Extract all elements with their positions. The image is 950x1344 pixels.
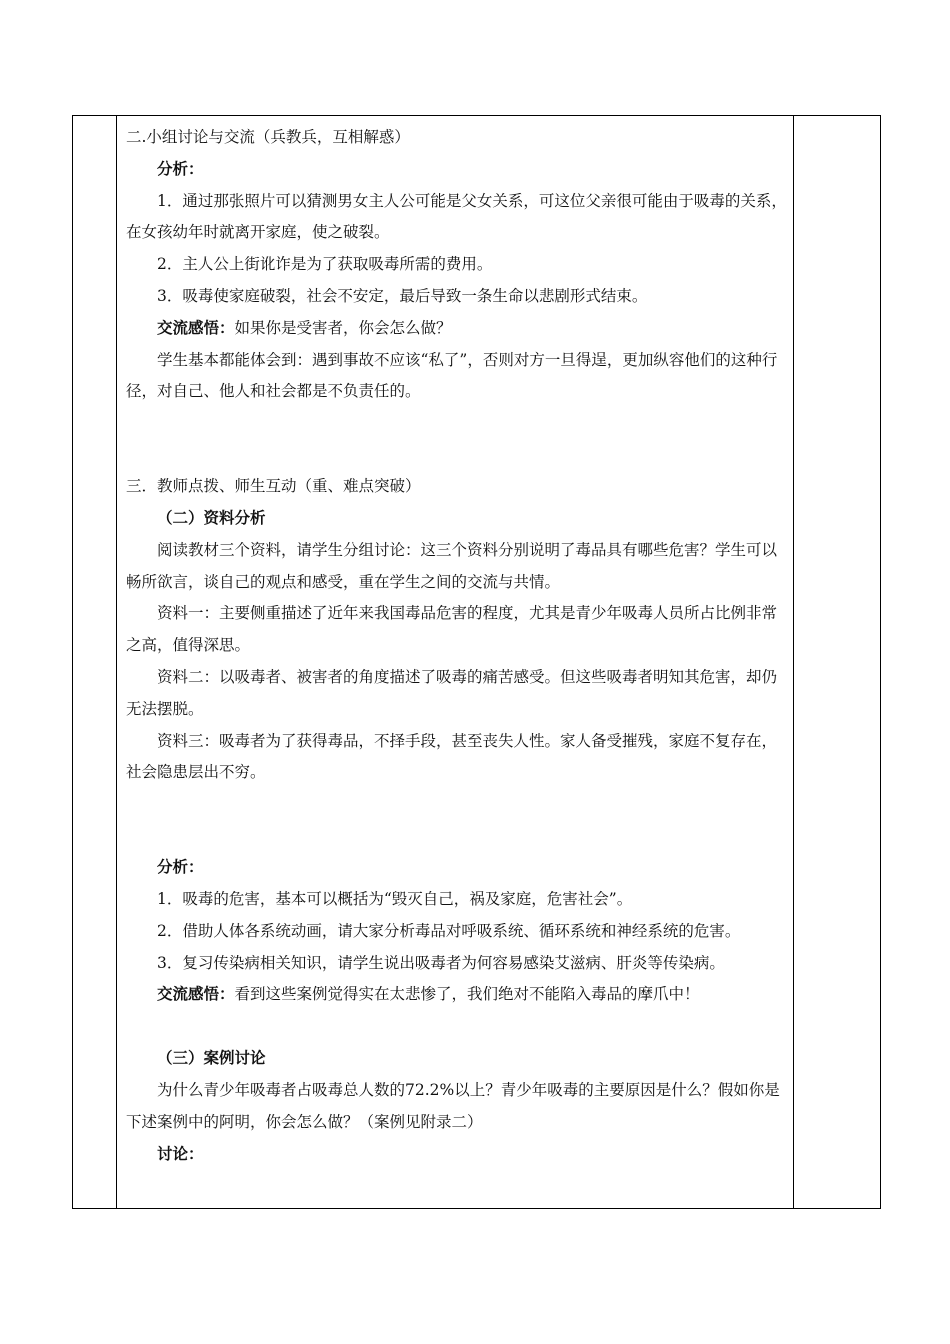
summary-paragraph: 学生基本都能体会到：遇到事故不应该“私了”，否则对方一旦得逞，更加纵容他们的这种行径，对自己、他人和社会都是不负责任的。 xyxy=(126,350,778,401)
analysis-item: 2．主人公上街讹诈是为了获取吸毒所需的费用。 xyxy=(157,255,493,274)
subsection-title: （二）资料分析 xyxy=(157,508,266,527)
case-paragraph: 为什么青少年吸毒者占吸毒总人数的72.2%以上？青少年吸毒的主要原因是什么？假如你是下述案例中的阿明，你会怎么做？（案例见附录二） xyxy=(126,1080,780,1131)
section-2-title: 二.小组讨论与交流（兵教兵，互相解惑） xyxy=(126,128,410,146)
section-3-title: 三．教师点拨、师生互动（重、难点突破） xyxy=(126,477,421,496)
material-paragraph: 资料一：主要侧重描述了近年来我国毒品危害的程度，尤其是青少年吸毒人员所占比例非常之高，值得深思。 xyxy=(126,604,778,655)
intro-paragraph: 阅读教材三个资料，请学生分组讨论：这三个资料分别说明了毒品具有哪些危害？学生可以畅所欲言，谈自己的观点和感受，重在学生之间的交流与共情。 xyxy=(126,540,778,591)
material-paragraph: 资料二：以吸毒者、被害者的角度描述了吸毒的痛苦感受。但这些吸毒者明知其危害，却仍无法摆脱。 xyxy=(126,667,778,718)
analysis-item: 3．复习传染病相关知识，请学生说出吸毒者为何容易感染艾滋病、肝炎等传染病。 xyxy=(157,953,725,972)
exchange-label: 交流感悟： xyxy=(157,318,235,337)
column-divider-left xyxy=(116,116,117,1208)
lesson-table xyxy=(72,115,881,1209)
discuss-label: 讨论： xyxy=(157,1144,204,1163)
exchange-text: 如果你是受害者，你会怎么做？ xyxy=(234,318,452,337)
material-paragraph: 资料三：吸毒者为了获得毒品，不择手段，甚至丧失人性。家人备受摧残，家庭不复存在，社会隐患层出不穷。 xyxy=(126,731,778,782)
column-divider-right xyxy=(793,116,794,1208)
analysis-item: 1．通过那张照片可以猜测男女主人公可能是父女关系，可这位父亲很可能由于吸毒的关系，在女孩幼年时就离开家庭，使之破裂。 xyxy=(126,191,787,242)
analysis-item: 2．借助人体各系统动画，请大家分析毒品对呼吸系统、循环系统和神经系统的危害。 xyxy=(157,921,741,940)
exchange-text: 看到这些案例觉得实在太悲惨了，我们绝对不能陷入毒品的摩爪中！ xyxy=(234,985,700,1004)
analysis-item: 1．吸毒的危害，基本可以概括为“毁灭自己，祸及家庭，危害社会”。 xyxy=(157,889,633,908)
subsection-title: （三）案例讨论 xyxy=(157,1049,266,1068)
exchange-paragraph xyxy=(126,313,791,345)
analysis-item: 3．吸毒使家庭破裂，社会不安定，最后导致一条生命以悲剧形式结束。 xyxy=(157,286,648,305)
analysis-label: 分析： xyxy=(157,858,204,877)
lesson-content xyxy=(126,122,791,1170)
exchange-label: 交流感悟： xyxy=(157,985,235,1004)
exchange-paragraph xyxy=(126,979,791,1011)
analysis-label: 分析： xyxy=(157,159,204,178)
